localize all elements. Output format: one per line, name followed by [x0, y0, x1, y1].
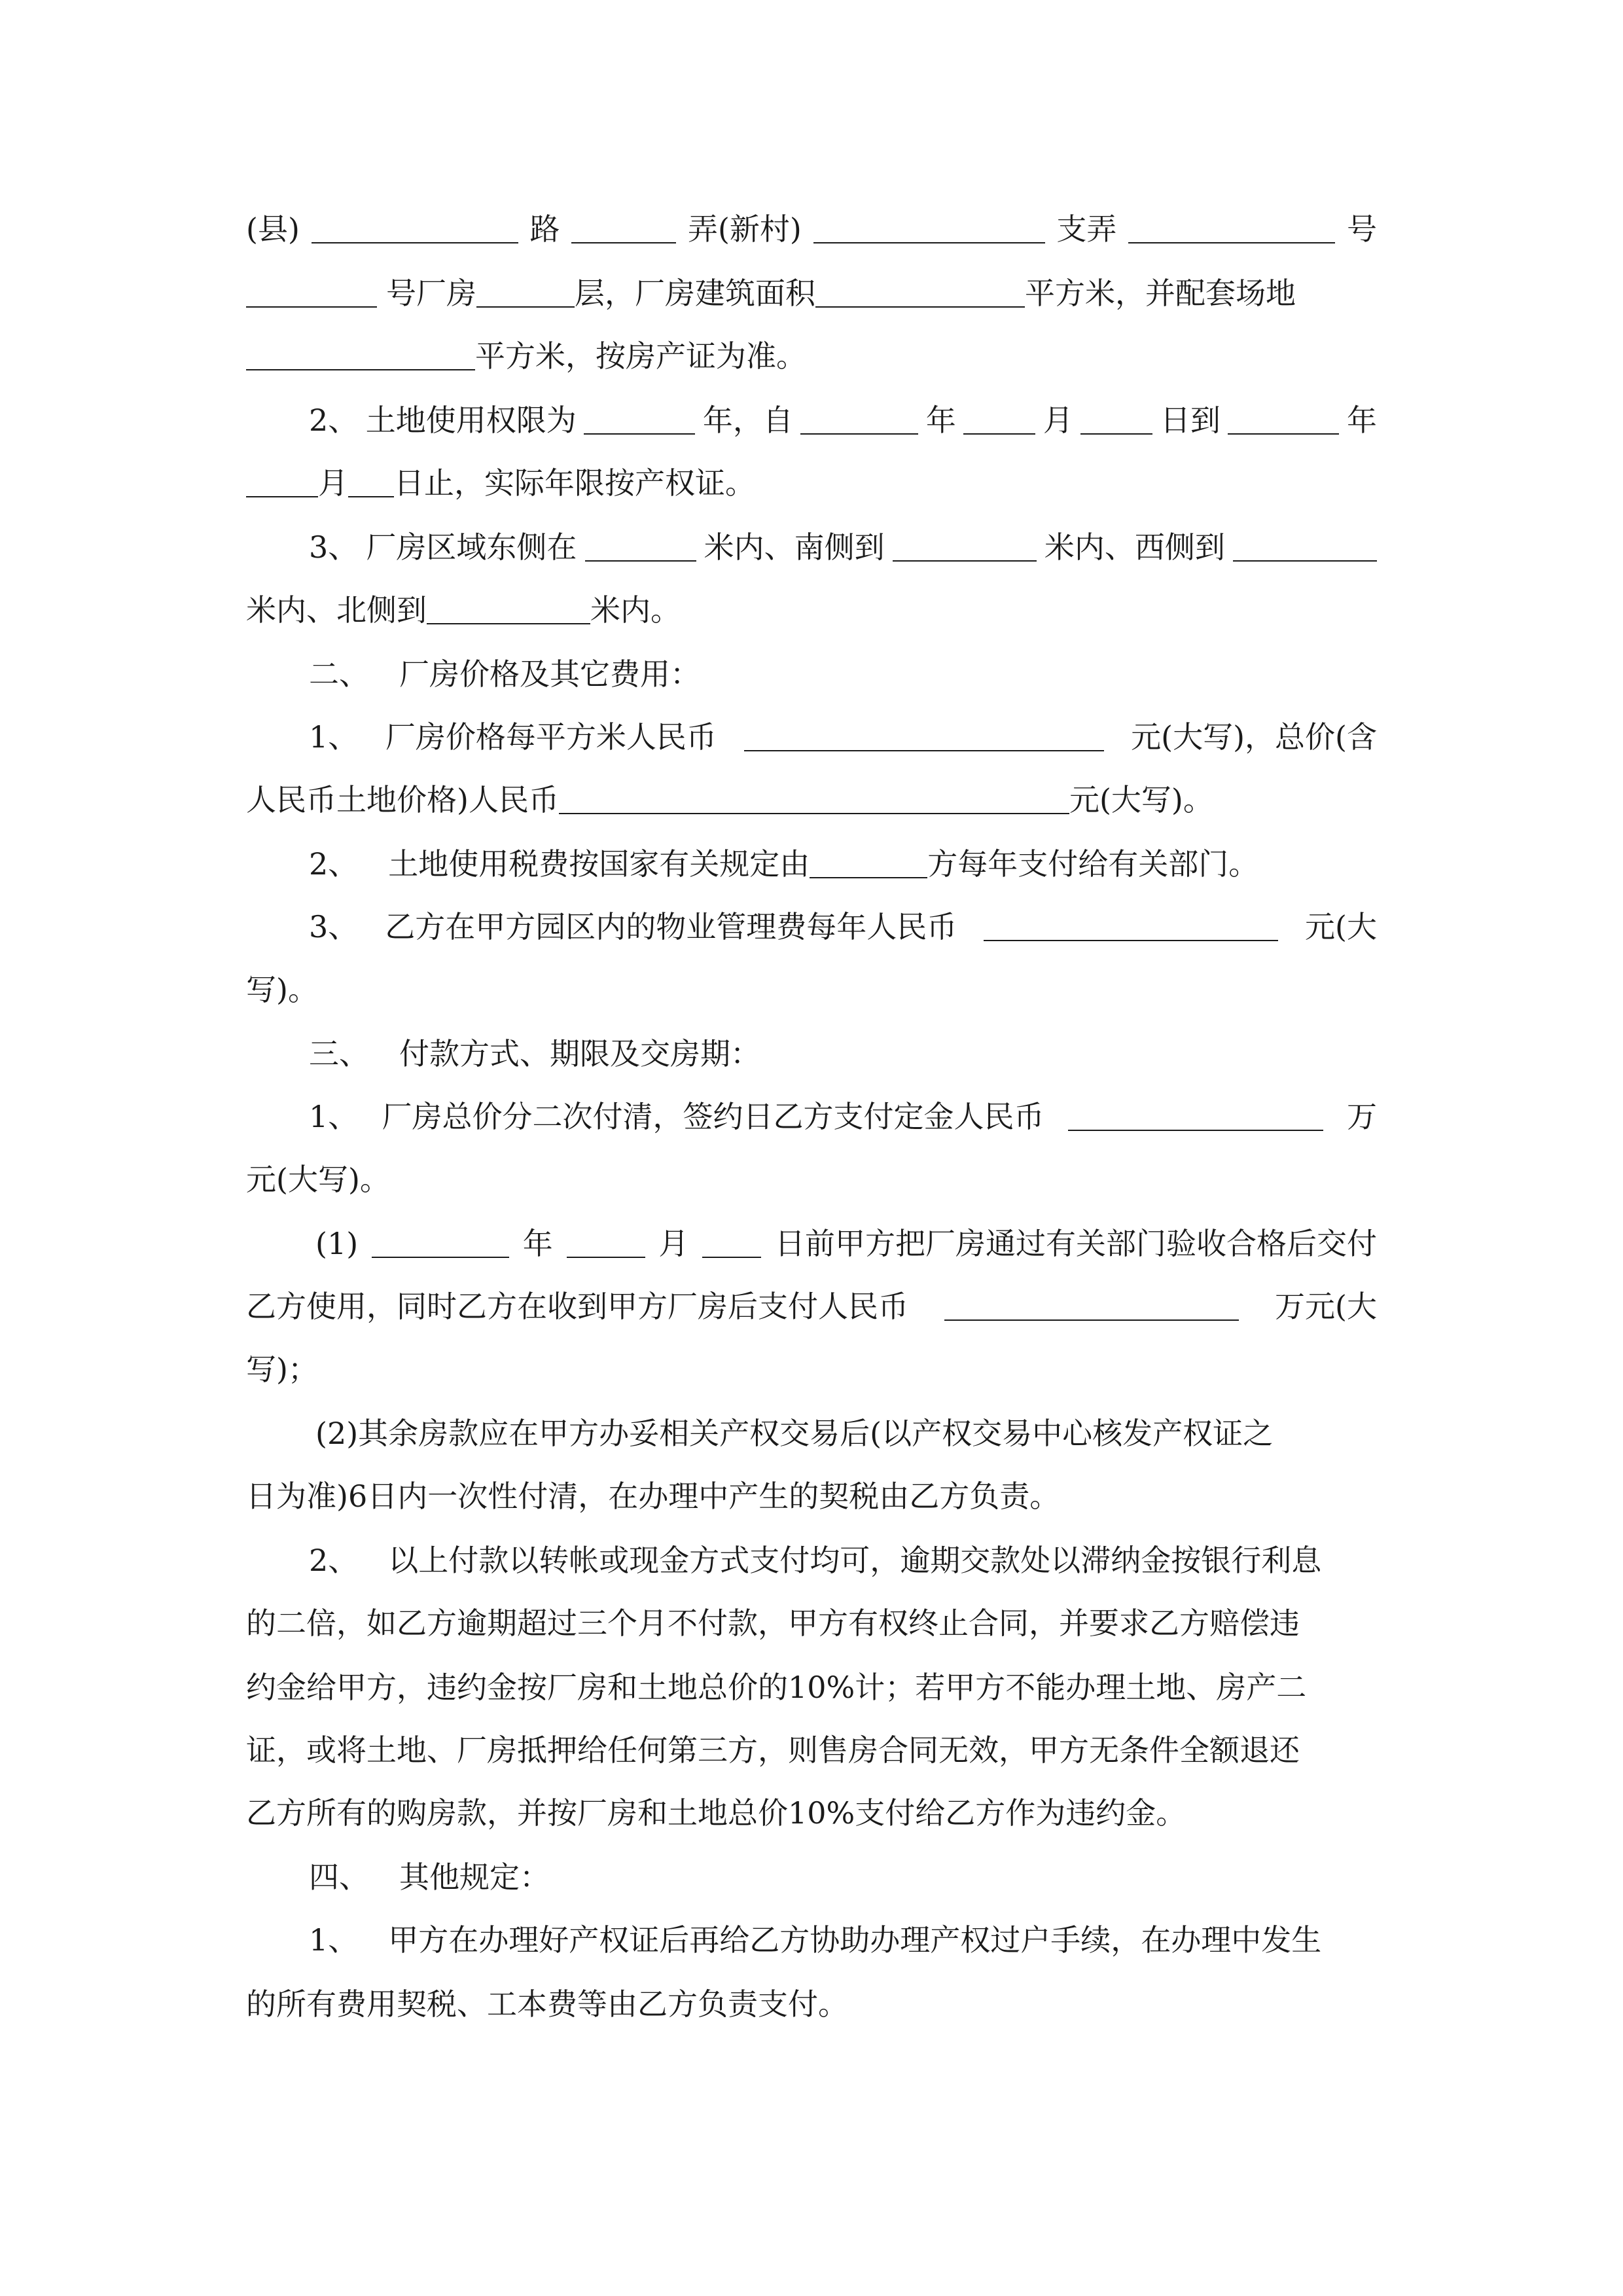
end-day-blank[interactable]	[348, 496, 394, 497]
section-number: 三、	[309, 1036, 369, 1071]
item-number: 2、	[309, 846, 359, 882]
section-title: 其他规定：	[399, 1859, 550, 1895]
county-blank[interactable]	[312, 242, 518, 243]
site-area-line	[246, 335, 1377, 377]
item-number: 1、	[309, 1922, 359, 1958]
east-blank[interactable]	[585, 560, 696, 562]
land-term-line	[246, 399, 1377, 441]
transfer-line	[246, 1919, 1377, 1961]
month-label: 月	[1043, 403, 1073, 438]
site-label: 平方米，并配套场地	[1025, 276, 1296, 311]
east-label: 厂房区域东侧在	[366, 529, 577, 565]
lane-label: 弄(新村)	[687, 211, 802, 247]
north-end-text: 米内。	[590, 592, 681, 628]
land-tax-party-blank[interactable]	[810, 877, 927, 878]
delivery-text: 日前甲方把厂房通过有关部门验收合格后交付	[774, 1226, 1377, 1261]
day-to-label: 日到	[1160, 403, 1221, 438]
area-label: 层，厂房建筑面积	[575, 276, 815, 311]
deposit-blank[interactable]	[1068, 1130, 1323, 1131]
sublane-label: 支弄	[1056, 211, 1117, 247]
remaining-payment-line	[246, 1412, 1377, 1454]
late-payment-text: 以上付款以转帐或现金方式支付均可，逾期交款处以滞纳金按银行利息	[388, 1543, 1322, 1578]
remaining-payment-text: (2)其余房款应在甲方办妥相关产权交易后(以产权交易中心核发产权证之	[315, 1416, 1274, 1451]
property-fee-label: 乙方在甲方园区内的物业管理费每年人民币	[385, 909, 957, 944]
paragraph-text: 的二倍，如乙方逾期超过三个月不付款，甲方有权终止合同，并要求乙方赔偿违	[246, 1605, 1300, 1641]
end-month-blank[interactable]	[246, 496, 318, 497]
property-fee-end: 元(大	[1305, 909, 1377, 944]
section-title: 厂房价格及其它费用：	[399, 656, 700, 692]
paragraph-text: 乙方所有的购房款，并按厂房和土地总价10%支付给乙方作为违约金。	[246, 1795, 1186, 1831]
delivery-year-label: 年	[522, 1226, 553, 1261]
deposit-cont	[246, 1158, 1377, 1200]
second-payment-cont	[246, 1348, 1377, 1390]
transfer-text: 甲方在办理好产权证后再给乙方协助办理产权过户手续，在办理中发生	[388, 1922, 1322, 1958]
section-title: 付款方式、期限及交房期：	[399, 1036, 760, 1071]
start-day-blank[interactable]	[1080, 433, 1152, 435]
total-price-label: 元(大写)，总价(含	[1131, 719, 1377, 755]
paragraph-line	[246, 1792, 1377, 1834]
property-fee-blank[interactable]	[984, 940, 1278, 941]
lane-blank[interactable]	[813, 242, 1045, 243]
second-payment-line	[246, 1285, 1377, 1327]
item-number: 2、	[309, 403, 359, 438]
total-price-text: 人民币土地价格)人民币	[246, 782, 559, 817]
unit-price-blank[interactable]	[744, 750, 1104, 751]
south-label: 米内、南侧到	[704, 529, 885, 565]
sublane-blank[interactable]	[1128, 242, 1335, 243]
unit-price-label: 厂房价格每平方米人民币	[385, 719, 717, 755]
west-label: 米内、西侧到	[1044, 529, 1225, 565]
land-tax-line	[246, 843, 1377, 885]
second-payment-label: 乙方使用，同时乙方在收到甲方厂房后支付人民币	[246, 1289, 908, 1324]
address-line	[246, 208, 1377, 250]
north-blank[interactable]	[427, 623, 590, 624]
section-four-heading	[246, 1856, 1377, 1898]
section-number: 四、	[309, 1859, 369, 1895]
from-label: 年，自	[702, 403, 793, 438]
paragraph-line	[246, 1602, 1377, 1644]
total-price-end: 元(大写)。	[1069, 782, 1213, 817]
west-blank[interactable]	[1233, 560, 1377, 562]
year-label: 年	[925, 403, 956, 438]
paragraph-text: 证，或将土地、厂房抵押给任何第三方，则售房合同无效，甲方无条件全额退还	[246, 1732, 1300, 1768]
road-blank[interactable]	[571, 242, 676, 243]
start-year-blank[interactable]	[800, 433, 918, 435]
remaining-payment-cont	[246, 1475, 1377, 1517]
item-number: 2、	[309, 1543, 359, 1578]
number-label: 号	[1346, 211, 1377, 247]
delivery-year-blank[interactable]	[372, 1257, 509, 1258]
property-fee-cont-text: 写)。	[246, 972, 318, 1007]
item-number: 3、	[309, 529, 359, 565]
total-price-blank[interactable]	[559, 813, 1069, 814]
building-number-blank[interactable]	[246, 306, 377, 308]
land-tax-label: 土地使用税费按国家有关规定由	[388, 846, 810, 882]
paragraph-line	[246, 1666, 1377, 1708]
building-line	[246, 272, 1377, 314]
end-day-text: 日止，实际年限按产权证。	[394, 465, 755, 501]
second-payment-blank[interactable]	[944, 1319, 1239, 1321]
end-year-label: 年	[1346, 403, 1377, 438]
second-payment-cont-text: 写)；	[246, 1352, 318, 1387]
land-tax-end: 方每年支付给有关部门。	[927, 846, 1259, 882]
delivery-month-blank[interactable]	[567, 1257, 645, 1258]
item-number: 1、	[309, 1099, 359, 1134]
sub-item-number: (1)	[315, 1226, 359, 1261]
deposit-unit: 万	[1346, 1099, 1377, 1134]
property-fee-line	[246, 906, 1377, 948]
paragraph-text: 约金给甲方，违约金按厂房和土地总价的10%计；若甲方不能办理土地、房产二	[246, 1670, 1307, 1705]
section-three-heading	[246, 1033, 1377, 1075]
term-years-blank[interactable]	[584, 433, 695, 435]
end-month-label: 月	[318, 465, 348, 501]
property-fee-cont	[246, 969, 1377, 1011]
land-term-label: 土地使用权限为	[365, 403, 577, 438]
site-area-text: 平方米，按房产证为准。	[475, 338, 806, 374]
boundary-end-line	[246, 589, 1377, 631]
total-price-line	[246, 779, 1377, 821]
item-number: 1、	[309, 719, 359, 755]
remaining-payment-cont-text: 日为准)6日内一次性付清，在办理中产生的契税由乙方负责。	[246, 1479, 1060, 1514]
item-number: 3、	[309, 909, 359, 944]
paragraph-line	[246, 1729, 1377, 1771]
building-label: 号厂房	[386, 276, 476, 311]
late-payment-line	[246, 1539, 1377, 1581]
road-label: 路	[529, 211, 560, 247]
delivery-month-label: 月	[658, 1226, 689, 1261]
north-label: 米内、北侧到	[246, 592, 427, 628]
delivery-day-blank[interactable]	[702, 1257, 761, 1258]
county-label: (县)	[246, 211, 300, 247]
deposit-cont-text: 元(大写)。	[246, 1162, 390, 1197]
delivery-date-line	[246, 1223, 1377, 1265]
land-term-end-line	[246, 462, 1377, 504]
end-year-blank[interactable]	[1228, 433, 1339, 435]
south-blank[interactable]	[893, 560, 1037, 562]
boundary-line	[246, 526, 1377, 568]
deposit-line	[246, 1096, 1377, 1138]
section-two-heading	[246, 653, 1377, 695]
second-payment-unit: 万元(大	[1275, 1289, 1377, 1324]
floor-blank[interactable]	[476, 306, 575, 308]
site-area-blank[interactable]	[246, 369, 475, 370]
start-month-blank[interactable]	[963, 433, 1035, 435]
unit-price-line	[246, 716, 1377, 758]
deposit-label: 厂房总价分二次付清，签约日乙方支付定金人民币	[382, 1099, 1044, 1134]
transfer-cont	[246, 1983, 1377, 2025]
building-area-blank[interactable]	[815, 306, 1025, 308]
transfer-cont-text: 的所有费用契税、工本费等由乙方负责支付。	[246, 1986, 848, 2022]
section-number: 二、	[309, 656, 369, 692]
